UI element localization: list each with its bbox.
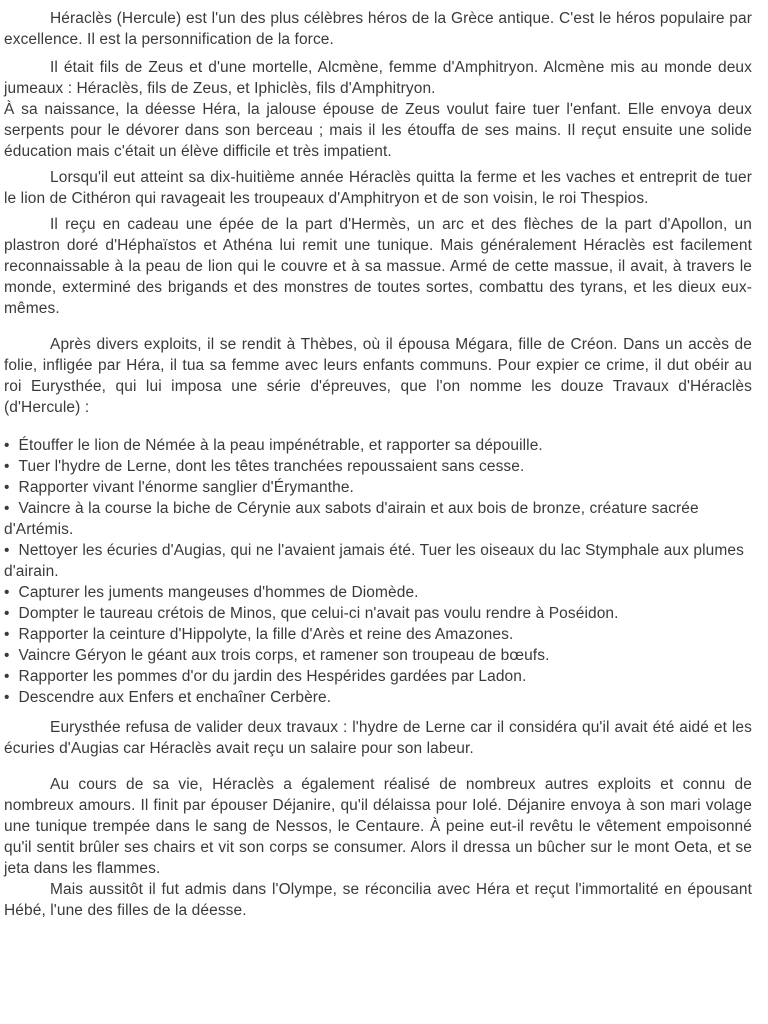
labor-text: Tuer l'hydre de Lerne, dont les têtes tranchées repoussaient sans cesse. <box>18 458 525 475</box>
labors-list <box>4 435 752 708</box>
paragraph-deianira: Au cours de sa vie, Héraclès a également réalisé de nombreux autres exploits et connu de nombreux amours. Il finit par épouser Déjanire, qu'il délaissa pour Iolé. Déjanire envoya à son mari volage une tunique trempée dans le sang de Nessos, le Centaure. À peine eut-il revêtu le vêtement empoisonné qu'il sentit brûler ses chairs et vit son corps se consumer. Alors il dressa un bûcher sur le mont Oeta, et se jeta dans les flammes. <box>4 776 752 877</box>
bullet-icon: • <box>4 647 10 664</box>
labor-text: Étouffer le lion de Némée à la peau impénétrable, et rapporter sa dépouille. <box>18 437 543 454</box>
bullet-icon: • <box>4 458 10 475</box>
labor-text: Descendre aux Enfers et enchaîner Cerbère. <box>18 689 332 706</box>
labor-item <box>4 435 752 456</box>
labor-item <box>4 582 752 603</box>
labor-item <box>4 687 752 708</box>
labor-text: Rapporter la ceinture d'Hippolyte, la fille d'Arès et reine des Amazones. <box>18 626 514 643</box>
labor-text: Dompter le taureau crétois de Minos, que celui-ci n'avait pas voulu rendre à Poséidon. <box>18 605 619 622</box>
labor-text: Vaincre Géryon le géant aux trois corps, et ramener son troupeau de bœufs. <box>18 647 550 664</box>
paragraph-megara-labors: Après divers exploits, il se rendit à Thèbes, où il épousa Mégara, fille de Créon. Dans un accès de folie, infligée par Héra, il tua sa femme avec leurs enfants communs. Pour expier ce crime, il dut obéir au roi Eurysthée, qui lui imposa une série d'épreuves, que l'on nomme les douze Travaux d'Héraclès (d'Hercule) : <box>4 336 752 416</box>
labor-item <box>4 603 752 624</box>
bullet-icon: • <box>4 605 10 622</box>
bullet-icon: • <box>4 500 10 517</box>
labor-text: Rapporter les pommes d'or du jardin des Hespérides gardées par Ladon. <box>18 668 527 685</box>
bullet-icon: • <box>4 626 10 643</box>
labor-item <box>4 645 752 666</box>
labor-text: Nettoyer les écuries d'Augias, qui ne l'avaient jamais été. Tuer les oiseaux du lac Stymphale aux plumes d'airain. <box>4 542 744 580</box>
bullet-icon: • <box>4 437 10 454</box>
labor-item <box>4 477 752 498</box>
paragraph-refused-labors: Eurysthée refusa de valider deux travaux : l'hydre de Lerne car il considéra qu'il avait été aidé et les écuries d'Augias car Héraclès avait reçu un salaire pour son labeur. <box>4 719 752 757</box>
labor-text: Vaincre à la course la biche de Cérynie aux sabots d'airain et aux bois de bronze, créature sacrée d'Artémis. <box>4 500 699 538</box>
paragraph-gifts: Il reçu en cadeau une épée de la part d'Hermès, un arc et des flèches de la part d'Apollon, un plastron doré d'Héphaïstos et Athéna lui remit une tunique. Mais généralement Héraclès est facilement reconnaissable à la peau de lion qui le couvre et à sa massue. Armé de cette massue, il avait, à travers le monde, exterminé des brigands et des monstres de toutes sortes, combattu des tyrans, et les dieux eux-mêmes. <box>4 216 752 317</box>
labor-item <box>4 498 752 540</box>
labor-text: Rapporter vivant l'énorme sanglier d'Érymanthe. <box>18 479 354 496</box>
bullet-icon: • <box>4 668 10 685</box>
labor-item <box>4 456 752 477</box>
labor-text: Capturer les juments mangeuses d'hommes de Diomède. <box>18 584 419 601</box>
paragraph-parents: Il était fils de Zeus et d'une mortelle, Alcmène, femme d'Amphitryon. Alcmène mis au monde deux jumeaux : Héraclès, fils de Zeus, et Iphiclès, fils d'Amphitryon. <box>4 59 752 97</box>
bullet-icon: • <box>4 479 10 496</box>
paragraph-birth: À sa naissance, la déesse Héra, la jalouse épouse de Zeus voulut faire tuer l'enfant. Elle envoya deux serpents pour le dévorer dans son berceau ; mais il les étouffa de ses mains. Il reçut ensuite une solide éducation mais c'était un élève difficile et très impatient. <box>4 101 752 160</box>
paragraph-lion-citheron: Lorsqu'il eut atteint sa dix-huitième année Héraclès quitta la ferme et les vaches et entreprit de tuer le lion de Cithéron qui ravageait les troupeaux d'Amphitryon et de son voisin, le roi Thespios. <box>4 169 752 207</box>
labor-item <box>4 540 752 582</box>
labor-item <box>4 666 752 687</box>
paragraph-intro: Héraclès (Hercule) est l'un des plus célèbres héros de la Grèce antique. C'est le héros populaire par excellence. Il est la personnification de la force. <box>4 10 752 48</box>
paragraph-olympus: Mais aussitôt il fut admis dans l'Olympe, se réconcilia avec Héra et reçut l'immortalité en épousant Hébé, l'une des filles de la déesse. <box>4 881 752 919</box>
labor-item <box>4 624 752 645</box>
bullet-icon: • <box>4 689 10 706</box>
bullet-icon: • <box>4 584 10 601</box>
bullet-icon: • <box>4 542 10 559</box>
